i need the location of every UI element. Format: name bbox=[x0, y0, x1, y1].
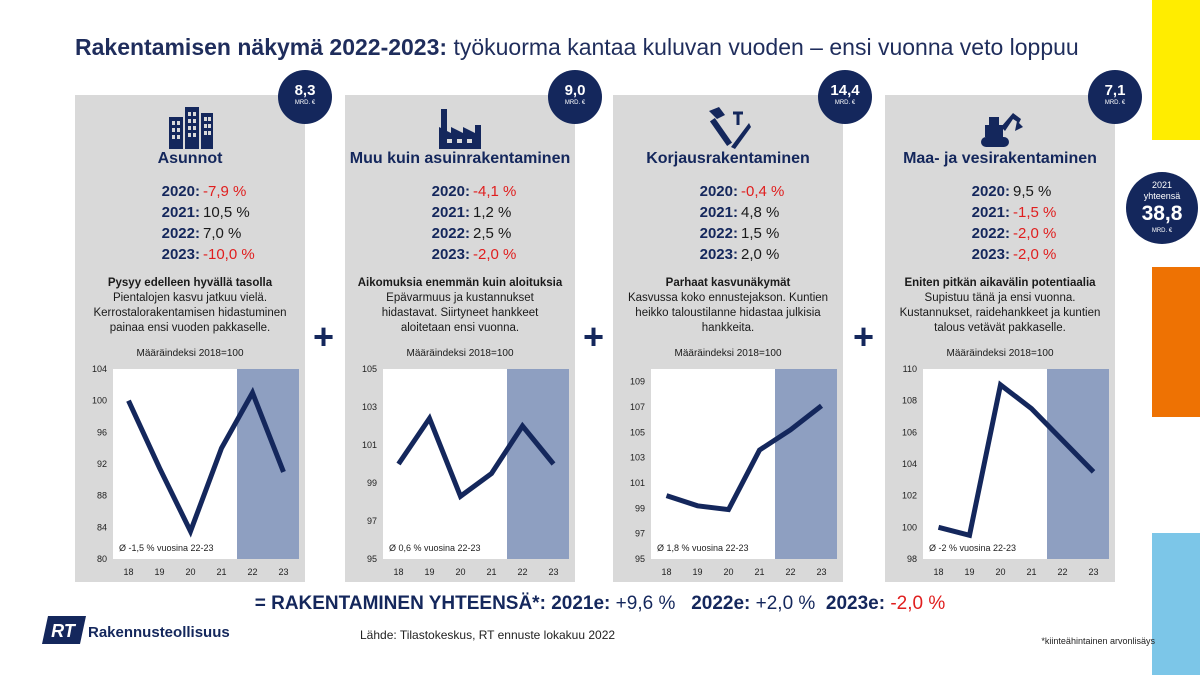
description-line: heikko taloustilanne hidastaa julkisia bbox=[635, 307, 821, 319]
panel-description bbox=[885, 276, 1115, 336]
rt-logo-icon bbox=[42, 614, 86, 646]
rate-year: 2020: bbox=[699, 183, 738, 200]
forecast-shade bbox=[507, 369, 569, 559]
x-tick-label: 20 bbox=[185, 567, 196, 577]
rate-value: 2,5 % bbox=[473, 225, 512, 242]
growth-rates bbox=[75, 181, 305, 265]
deco-bar-yellow bbox=[1152, 0, 1200, 140]
panel-description bbox=[75, 276, 305, 336]
brand-name: Rakennusteollisuus bbox=[88, 624, 230, 641]
plus-sign: + bbox=[313, 316, 335, 357]
y-tick-label: 108 bbox=[901, 395, 917, 406]
badge-maa-ja-vesirakentaminen: 7,1 MRD. € bbox=[1088, 70, 1142, 124]
y-tick-label: 99 bbox=[366, 478, 377, 488]
y-tick-label: 99 bbox=[634, 503, 645, 514]
rate-row bbox=[345, 181, 575, 202]
y-tick-label: 102 bbox=[901, 490, 917, 501]
rate-row bbox=[75, 223, 305, 244]
panel-description bbox=[345, 276, 575, 336]
x-tick-label: 22 bbox=[785, 567, 796, 577]
rate-year: 2021: bbox=[161, 204, 200, 221]
rate-year: 2020: bbox=[431, 183, 470, 200]
y-tick-label: 95 bbox=[366, 554, 377, 564]
rate-year: 2022: bbox=[161, 225, 200, 242]
panel-asunnot bbox=[75, 95, 305, 582]
y-tick-label: 84 bbox=[96, 522, 107, 533]
x-tick-label: 18 bbox=[661, 567, 672, 577]
description-line: hankkeita. bbox=[701, 322, 755, 334]
y-tick-label: 88 bbox=[96, 490, 107, 501]
chart-annotation: Ø -2 % vuosina 22-23 bbox=[929, 543, 1017, 553]
rate-value: -4,1 % bbox=[473, 183, 517, 200]
panel-title: Korjausrakentaminen bbox=[646, 150, 810, 167]
panel-muu-kuin-asuinrakentaminen bbox=[345, 95, 575, 582]
rate-row bbox=[345, 244, 575, 265]
rate-value: -2,0 % bbox=[1013, 225, 1057, 242]
rate-year: 2023: bbox=[161, 246, 200, 263]
rate-year: 2022: bbox=[699, 225, 738, 242]
badge-asunnot: 8,3 MRD. € bbox=[278, 70, 332, 124]
y-tick-label: 96 bbox=[96, 427, 107, 438]
rate-row bbox=[345, 202, 575, 223]
line-chart bbox=[75, 363, 305, 582]
x-tick-label: 19 bbox=[964, 567, 975, 577]
y-tick-label: 92 bbox=[96, 459, 107, 469]
rate-value: 9,5 % bbox=[1013, 183, 1052, 200]
description-line: Kasvussa koko ennustejakson. Kuntien bbox=[627, 292, 829, 304]
description-line: Epävarmuus ja kustannukset bbox=[386, 292, 534, 304]
description-line: Kustannukset, raidehankkeet ja kuntien bbox=[899, 307, 1101, 319]
rate-year: 2021: bbox=[699, 204, 738, 221]
rate-year: 2020: bbox=[161, 183, 200, 200]
x-tick-label: 22 bbox=[1057, 567, 1068, 577]
rate-row bbox=[75, 244, 305, 265]
x-tick-label: 22 bbox=[517, 567, 528, 577]
rate-year: 2023: bbox=[699, 246, 738, 263]
panel-title: Asunnot bbox=[157, 150, 223, 167]
x-tick-label: 18 bbox=[933, 567, 944, 577]
y-tick-label: 107 bbox=[629, 402, 645, 412]
rate-year: 2021: bbox=[431, 204, 470, 221]
panel-korjausrakentaminen bbox=[613, 95, 843, 582]
rate-row bbox=[885, 223, 1115, 244]
index-label: Määräindeksi 2018=100 bbox=[136, 348, 244, 359]
description-line: Supistuu tänä ja ensi vuonna. bbox=[924, 292, 1076, 304]
rate-value: 10,5 % bbox=[203, 204, 250, 221]
rate-row bbox=[75, 202, 305, 223]
y-tick-label: 97 bbox=[366, 516, 377, 526]
x-tick-label: 23 bbox=[816, 567, 827, 577]
rate-value: -2,0 % bbox=[1013, 246, 1057, 263]
growth-rates bbox=[885, 181, 1115, 265]
apartment-buildings-icon bbox=[165, 103, 215, 153]
index-label: Määräindeksi 2018=100 bbox=[674, 348, 782, 359]
y-tick-label: 104 bbox=[901, 459, 917, 469]
rate-value: 1,2 % bbox=[473, 204, 512, 221]
y-tick-label: 104 bbox=[91, 364, 107, 374]
x-tick-label: 21 bbox=[1026, 567, 1037, 577]
summary-total: = RAKENTAMINEN YHTEENSÄ*: 2021e: +9,6 % 2022e: +2,0 % 2023e: -2,0 % bbox=[254, 593, 946, 614]
description-heading: Parhaat kasvunäkymät bbox=[665, 277, 791, 289]
y-tick-label: 103 bbox=[361, 402, 377, 412]
excavator-icon bbox=[975, 103, 1025, 153]
line-chart bbox=[345, 363, 575, 582]
x-tick-label: 18 bbox=[123, 567, 134, 577]
source-note: Lähde: Tilastokeskus, RT ennuste lokakuu 2022 bbox=[360, 628, 616, 642]
chart-annotation: Ø 1,8 % vuosina 22-23 bbox=[657, 543, 749, 553]
y-tick-label: 105 bbox=[361, 364, 377, 374]
y-tick-label: 95 bbox=[634, 554, 645, 564]
x-tick-label: 19 bbox=[692, 567, 703, 577]
rate-row bbox=[613, 244, 843, 265]
panel-maa-ja-vesirakentaminen bbox=[885, 95, 1115, 582]
page-title: Rakentamisen näkymä 2022-2023: työkuorma kantaa kuluvan vuoden – ensi vuonna veto loppuu bbox=[75, 34, 1079, 60]
rate-row bbox=[613, 223, 843, 244]
total-badge: 2021 yhteensä 38,8 MRD. € bbox=[1126, 172, 1198, 244]
x-tick-label: 21 bbox=[216, 567, 227, 577]
growth-rates bbox=[613, 181, 843, 265]
y-tick-label: 97 bbox=[634, 528, 645, 539]
forecast-shade bbox=[1047, 369, 1109, 559]
rate-value: -2,0 % bbox=[473, 246, 517, 263]
rate-row bbox=[613, 181, 843, 202]
y-tick-label: 110 bbox=[902, 364, 917, 374]
rate-year: 2021: bbox=[971, 204, 1010, 221]
description-heading: Aikomuksia enemmän kuin aloituksia bbox=[357, 277, 563, 289]
line-chart bbox=[885, 363, 1115, 582]
rate-row bbox=[345, 223, 575, 244]
growth-rates bbox=[345, 181, 575, 265]
rate-row bbox=[613, 202, 843, 223]
factory-icon bbox=[435, 103, 485, 153]
description-line: talous vetävät pakkaselle. bbox=[934, 322, 1066, 334]
chart-annotation: Ø 0,6 % vuosina 22-23 bbox=[389, 543, 481, 553]
index-label: Määräindeksi 2018=100 bbox=[406, 348, 514, 359]
svg-text:RT: RT bbox=[51, 621, 75, 641]
y-tick-label: 103 bbox=[629, 452, 645, 463]
y-tick-label: 98 bbox=[906, 554, 917, 564]
description-line: Kerrostalorakentamisen hidastuminen bbox=[93, 307, 287, 319]
rate-year: 2022: bbox=[971, 225, 1010, 242]
y-tick-label: 109 bbox=[629, 376, 645, 387]
x-tick-label: 23 bbox=[548, 567, 559, 577]
footnote: *kiinteähintainen arvonlisäys bbox=[1041, 636, 1155, 646]
rate-row bbox=[885, 202, 1115, 223]
forecast-shade bbox=[237, 369, 299, 559]
rate-row bbox=[75, 181, 305, 202]
line-chart bbox=[613, 363, 843, 582]
description-line: Pientalojen kasvu jatkuu vielä. bbox=[112, 292, 268, 304]
renovation-tools-icon bbox=[703, 103, 753, 153]
description-line: painaa ensi vuoden pakkaselle. bbox=[109, 322, 271, 334]
rate-row bbox=[885, 244, 1115, 265]
y-tick-label: 80 bbox=[96, 554, 107, 564]
rate-year: 2022: bbox=[431, 225, 470, 242]
x-tick-label: 19 bbox=[154, 567, 165, 577]
y-tick-label: 101 bbox=[629, 478, 645, 488]
x-tick-label: 18 bbox=[393, 567, 404, 577]
rate-value: -0,4 % bbox=[741, 183, 785, 200]
rate-value: 2,0 % bbox=[741, 246, 780, 263]
description-heading: Eniten pitkän aikavälin potentiaalia bbox=[904, 277, 1096, 289]
y-tick-label: 101 bbox=[361, 440, 377, 450]
description-line: aloitetaan ensi vuonna. bbox=[400, 322, 520, 334]
rate-value: -1,5 % bbox=[1013, 204, 1057, 221]
x-tick-label: 19 bbox=[424, 567, 435, 577]
y-tick-label: 100 bbox=[91, 395, 107, 406]
x-tick-label: 20 bbox=[455, 567, 466, 577]
rate-year: 2023: bbox=[971, 246, 1010, 263]
x-tick-label: 23 bbox=[1088, 567, 1099, 577]
x-tick-label: 21 bbox=[486, 567, 497, 577]
panel-description bbox=[613, 276, 843, 336]
badge-muu-kuin-asuinrakentaminen: 9,0 MRD. € bbox=[548, 70, 602, 124]
y-tick-label: 105 bbox=[629, 427, 645, 438]
deco-bar-orange bbox=[1152, 267, 1200, 417]
description-line: hidastavat. Siirtyneet hankkeet bbox=[381, 307, 539, 319]
badge-korjausrakentaminen: 14,4 MRD. € bbox=[818, 70, 872, 124]
plus-sign: + bbox=[853, 316, 875, 357]
x-tick-label: 22 bbox=[247, 567, 258, 577]
index-label: Määräindeksi 2018=100 bbox=[946, 348, 1054, 359]
rate-value: 1,5 % bbox=[741, 225, 780, 242]
x-tick-label: 23 bbox=[278, 567, 289, 577]
plus-sign: + bbox=[583, 316, 605, 357]
panel-title: Muu kuin asuinrakentaminen bbox=[349, 150, 571, 167]
rate-value: -7,9 % bbox=[203, 183, 247, 200]
rate-year: 2023: bbox=[431, 246, 470, 263]
x-tick-label: 21 bbox=[754, 567, 765, 577]
rate-row bbox=[885, 181, 1115, 202]
x-tick-label: 20 bbox=[723, 567, 734, 577]
panel-title: Maa- ja vesirakentaminen bbox=[903, 150, 1097, 167]
x-tick-label: 20 bbox=[995, 567, 1006, 577]
description-heading: Pysyy edelleen hyvällä tasolla bbox=[107, 277, 273, 289]
rate-value: -10,0 % bbox=[203, 246, 255, 263]
rate-value: 7,0 % bbox=[203, 225, 242, 242]
forecast-shade bbox=[775, 369, 837, 559]
chart-annotation: Ø -1,5 % vuosina 22-23 bbox=[119, 543, 214, 553]
y-tick-label: 106 bbox=[901, 427, 917, 438]
rate-value: 4,8 % bbox=[741, 204, 780, 221]
y-tick-label: 100 bbox=[901, 522, 917, 533]
rate-year: 2020: bbox=[971, 183, 1010, 200]
